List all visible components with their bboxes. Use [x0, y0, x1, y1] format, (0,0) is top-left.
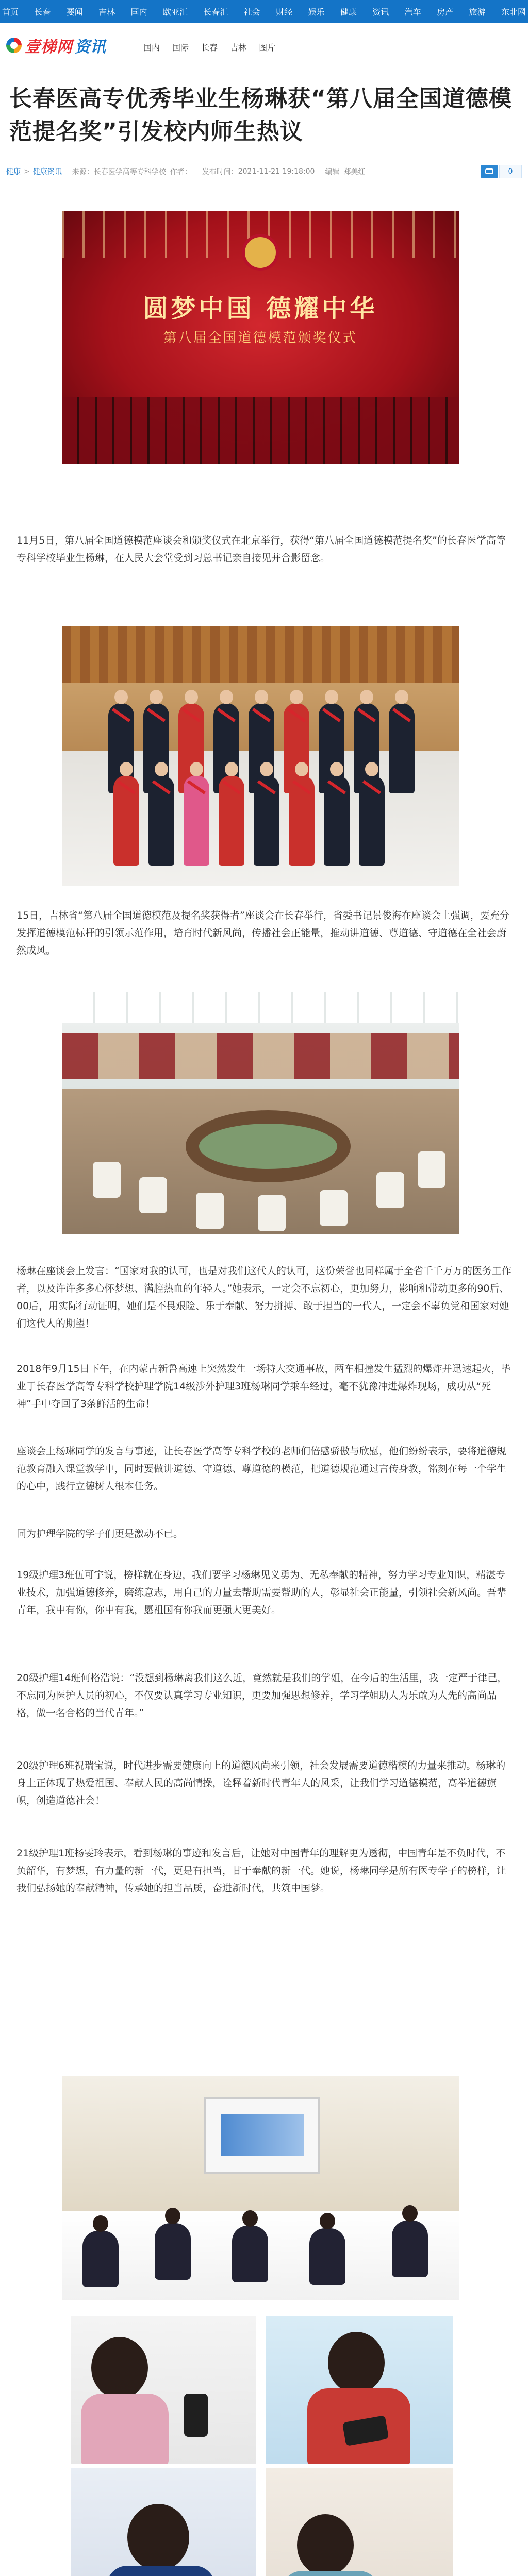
subnav-item-domestic[interactable]: 国内 [143, 43, 160, 53]
person [219, 775, 244, 866]
nav-item-home[interactable]: 首页 [2, 7, 19, 17]
top-navigation [0, 0, 528, 23]
article-paragraph: 20级护理14班何格浩说：“没想到杨琳离我们这么近，竟然就是我们的学姐，在今后的生活里，我一定严于律己，不忘同为医护人员的初心，不仅要认真学习专业知识，更要加强思想修养，学习学姐助人为乐敢为人先的高尚品格，做一名合格的当代青年。” [16, 1672, 507, 1719]
chair [139, 1177, 167, 1213]
article-paragraph: 21级护理1班杨雯玲表示，看到杨琳的事迹和发言后，让她对中国青年的理解更为透彻，中国青年是不负时代，不负韶华，有梦想，有力量的新一代，更是有担当，甘于奉献的新一代。她说，杨琳同学是所有医专学子的榜样，让我们弘扬她的奉献精神，传承她的担当品质，奋进新时代，共筑中国梦。 [16, 1848, 507, 1894]
chair [418, 1151, 446, 1188]
student-body [107, 2566, 215, 2576]
article-paragraph: 11月5日，第八届全国道德模范座谈会和颁奖仪式在北京举行，获得“第八届全国道德模范提名奖”的长春医学高等专科学校毕业生杨琳，在人民大会堂受到习总书记亲自接见并合影留念。 [16, 535, 506, 564]
site-logo[interactable] [6, 34, 106, 57]
person [359, 775, 385, 866]
source-label: 来源： [72, 167, 94, 176]
chair [376, 1172, 404, 1208]
meeting-room-photo [62, 992, 459, 1234]
student [155, 2223, 191, 2280]
section-navigation [143, 41, 275, 53]
person [113, 775, 139, 866]
phone [184, 2394, 208, 2437]
student-phone-photo [266, 2316, 453, 2464]
article-paragraph: 杨琳在座谈会上发言：“国家对我的认可，也是对我们这代人的认可，这份荣誉也同样属于全省千千万万的医务工作者，以及许许多多心怀梦想、满腔热血的年轻人。”她表示，一定会不忘初心，更加努力，影响和带动更多的90后、00后，用实际行动证明，她们是不畏艰险、乐于奉献、努力拼搏、敢于担当的一代人，一定会不辜负党和国家对她们这代人的期望！ [16, 1265, 512, 1329]
site-header [0, 23, 528, 76]
chair [93, 1162, 121, 1198]
student [309, 2228, 345, 2285]
breadcrumb-separator: > [24, 167, 30, 176]
brand-section: 资讯 [75, 38, 106, 56]
subnav-item-changchun[interactable]: 长春 [201, 43, 218, 53]
article-title: 长春医高专优秀毕业生杨琳获“第八届全国道德模范提名奖”引发校内师生热议 [9, 86, 512, 145]
chair [196, 1193, 224, 1229]
student-head [127, 2504, 189, 2571]
ceiling-lights [62, 992, 459, 1023]
stage-backdrop-subtitle: 第八届全国道德模范颁奖仪式 [163, 330, 358, 346]
article-paragraph: 2018年9月15日下午，在内蒙古新鲁高速上突然发生一场特大交通事故，两车相撞发生猛烈的爆炸并迅速起火，毕业于长春医学高等专科学校护理学院14级涉外护理3班杨琳同学乘车经过，毫不犹豫冲进爆炸现场，成功从“死神”手中夺回了3条鲜活的生命！ [16, 1363, 511, 1410]
subnav-item-pictures[interactable]: 图片 [259, 43, 276, 53]
nav-item-health[interactable]: 健康 [340, 7, 357, 17]
nav-item-entertainment[interactable]: 娱乐 [308, 7, 325, 17]
editor-value: 郑美红 [343, 167, 366, 176]
comment-icon [485, 168, 493, 174]
subnav-item-jilin[interactable]: 吉林 [230, 43, 247, 53]
author-label: 作者： [170, 167, 192, 176]
student [232, 2226, 268, 2282]
chair [320, 1190, 348, 1226]
emblem-icon [245, 237, 276, 268]
student-head [328, 2332, 385, 2394]
person [184, 775, 209, 866]
wall-banner [62, 1033, 459, 1079]
nav-item-dongbei[interactable]: 东北网 [501, 7, 526, 17]
student-body [81, 2394, 169, 2464]
article-paragraph: 座谈会上杨琳同学的发言与事迹，让长春医学高等专科学校的老师们倍感骄傲与欣慰，他们纷纷表示，要将道德规范教育融入课堂教学中，同时要做讲道德、守道德、尊道德的模范，把道德规范通过言传身教，铭刻在每一个学生的心中，践行立德树人根本任务。 [16, 1446, 507, 1492]
article-paragraph: 20级护理6班祝瑞宝说，时代进步需要健康向上的道德风尚来引领，社会发展需要道德楷模的力量来推动。杨琳的身上正体现了热爱祖国、奉献人民的高尚情操，诠释着新时代青年人的风采，让我们学习道德模范，高举道德旗帜，创造道德社会！ [16, 1760, 506, 1806]
front-row [113, 775, 385, 866]
nav-item-euroasia[interactable]: 欧亚汇 [162, 7, 188, 17]
conference-table [186, 1110, 351, 1182]
nav-item-finance[interactable]: 财经 [276, 7, 293, 17]
student [82, 2231, 119, 2287]
nav-item-news[interactable]: 要闻 [66, 7, 83, 17]
article-paragraph: 19级护理3班伍可宇说，榜样就在身边，我们要学习杨琳见义勇为、无私奉献的精神，努力学习专业知识，精湛专业技术，加强道德修养，磨练意志，用自己的力量去帮助需要帮助的人，彰显社会正能量，引领社会新风尚。吾辈青年，我中有你，你中有我，愿祖国有你我而更强大更美好。 [16, 1569, 507, 1616]
comment-widget [481, 165, 522, 178]
student-phone-photo [266, 2468, 453, 2576]
chair [258, 1195, 286, 1231]
nav-item-changchun-hui[interactable]: 长春汇 [203, 7, 228, 17]
person [289, 775, 315, 866]
article-meta [6, 160, 522, 183]
article-paragraph: 15日，吉林省“第八届全国道德模范及提名奖获得者”座谈会在长春举行，省委书记景俊海在座谈会上强调，要充分发挥道德模范标杆的引领示范作用，培育时代新风尚，传播社会正能量，推动讲道德、尊道德、守道德在全社会蔚然成风。 [16, 910, 509, 956]
editor-label: 编辑 [325, 167, 340, 176]
nav-item-society[interactable]: 社会 [243, 7, 260, 17]
person [324, 775, 350, 866]
student-head [91, 2337, 148, 2399]
subnav-item-international[interactable]: 国际 [172, 43, 189, 53]
student-body [282, 2571, 380, 2576]
person [389, 703, 415, 793]
person [254, 775, 279, 866]
curtain-backdrop [62, 626, 459, 683]
student-head [297, 2514, 354, 2576]
publish-time: 2021-11-21 19:18:00 [238, 167, 315, 176]
article-paragraph: 同为护理学院的学子们更是激动不已。 [16, 1528, 184, 1539]
nav-item-domestic[interactable]: 国内 [130, 7, 147, 17]
student-phone-photo [71, 2468, 256, 2576]
stage-backdrop-slogan: 圆梦中国 德耀中华 [143, 294, 378, 323]
breadcrumb-health-info[interactable]: 健康资讯 [32, 167, 62, 176]
logo-icon [6, 38, 22, 53]
breadcrumb-health[interactable]: 健康 [6, 167, 21, 176]
nav-item-info[interactable]: 资讯 [372, 7, 389, 17]
ceremony-stage-photo [62, 211, 459, 464]
audience-seats [62, 397, 459, 464]
nav-item-jilin[interactable]: 吉林 [98, 7, 116, 17]
brand-name: 壹梯网 [25, 38, 73, 56]
comment-button[interactable] [481, 165, 498, 178]
person [148, 775, 174, 866]
projector-screen [204, 2097, 320, 2174]
student-phone-photo [71, 2316, 256, 2464]
nav-item-changchun[interactable]: 长春 [34, 7, 51, 17]
nav-item-auto[interactable]: 汽车 [404, 7, 421, 17]
source-value: 长春医学高等专科学校 [93, 167, 166, 176]
time-label: 发布时间： [202, 167, 238, 176]
nav-item-realestate[interactable]: 房产 [437, 7, 454, 17]
group-photo [62, 626, 459, 886]
comment-count: 0 [499, 165, 522, 178]
nav-item-travel[interactable]: 旅游 [469, 7, 486, 17]
classroom-photo [62, 2076, 459, 2300]
student [392, 2221, 428, 2277]
